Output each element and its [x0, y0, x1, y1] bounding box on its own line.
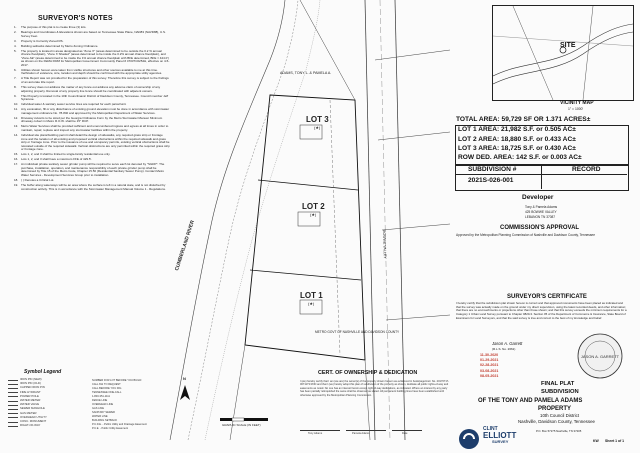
lot-divider-1 — [258, 180, 358, 190]
company-address: P.O. Box 57275 Nashville, TN 37205 — [536, 429, 582, 433]
legend-label: IRON PIN (NEW) — [20, 377, 42, 381]
note-text: Building setbacks determined by Metro Zoning Ordinance. — [21, 43, 99, 48]
note-item — [14, 77, 170, 84]
title-location: Nashville, Davidson County, Tennessee — [518, 419, 595, 424]
legend-symbol-icon — [8, 399, 18, 402]
commission-approval-text: Approved by the Metropolitan Planning Commission of Nashville and Davidson County, Tennessee — [456, 233, 595, 237]
legend-label: CONC. MONUMENT — [20, 419, 47, 424]
note-text: Bearings and Coordinates & Elevations shown are based on Tennessee State Plane, NAD83 (NAVD88), U.S. Survey Feet. — [21, 29, 166, 38]
metro-parcel-label: METRO GOVT OF NASHVILLE AND DAVIDSON COUNTY — [315, 330, 400, 334]
legend-label: OVERHEAD UTILITY — [20, 414, 47, 419]
north-arrow-label: N — [183, 376, 186, 381]
vicinity-map-title: VICINITY MAP — [560, 100, 594, 106]
lot2-label: LOT 2 — [302, 202, 325, 211]
legend-line-item: GAS LINE — [92, 407, 104, 410]
title-subdivision: SUBDIVISION — [541, 389, 579, 395]
north-arrow-icon — [180, 385, 190, 400]
note-text: An individual private sanitary sewer grinder pump will be required to serve each lot denoted by "SGDP". The purchase, installation, operation, and maintenance responsibility of each private grinder pump shall be determined by Title 15 of the Metro Code, Chapter 15.56 (Residential Sanitary Sewer Pump). Contact Metro Water Services - Development Services Group prior to installation. — [21, 162, 165, 178]
row-dedication-area: ROW DED. AREA: 142 S.F. or 0.003 AC± — [458, 154, 582, 161]
note-text: A Title Report was not provided for the preparation of this survey. Therefore this survey is subject to the findings of an accurate title report. — [21, 76, 169, 85]
note-text: Any excavation, fill or any disturbance of existing ground elevation must be done in accordance with stormwater management ordinance No. 78-840 and approved by the Metropolitan Department of Water Services. — [21, 107, 170, 115]
vicinity-map-scale: 1" = 1000' — [568, 107, 584, 111]
surveyor-certificate-title: SURVEYOR'S CERTIFICATE — [507, 294, 587, 300]
note-text: Individual water & sanitary sewer service lines are required for each parcel/unit. — [21, 102, 127, 107]
signature-owner1-label: Tony Adams — [308, 432, 323, 435]
legend-label: CAPPED IRON PIN — [20, 385, 45, 390]
note-number: 5. — [14, 48, 17, 53]
note-number: 3. — [14, 38, 17, 43]
note-number: 2. — [14, 29, 17, 34]
company-name-3: SURVEY — [492, 439, 509, 444]
legend-symbol-icon — [8, 394, 18, 397]
developer-title: Developer — [522, 194, 554, 201]
legend-line-item: P.U.E. - Public Utility Easement — [92, 427, 128, 430]
lot1-critical-marker: (★) — [308, 301, 315, 306]
note-number: 1. — [14, 25, 17, 29]
seal-text: JASON A. GARRETT — [580, 354, 620, 359]
legend-line-item: OVERHEAD LINE — [92, 403, 114, 406]
note-item — [14, 184, 170, 191]
developer-name: Tony & Pamela Adams — [525, 205, 558, 209]
vicinity-site-label: SITE — [560, 42, 576, 49]
lot1-area: LOT 1 AREA: 21,982 S.F. or 0.505 AC± — [458, 126, 576, 133]
parcel-line — [382, 224, 450, 230]
note-number: 11. — [14, 107, 18, 112]
note-item — [14, 134, 170, 152]
river-bank-east — [188, 0, 298, 440]
legend-label: IRON PIN (OLD) — [20, 381, 41, 386]
legend-symbol-icon — [8, 390, 18, 393]
company-name-2: ELLIOTT — [483, 431, 517, 440]
floodplain-line — [205, 0, 323, 440]
note-number: 10. — [14, 102, 19, 107]
legend-symbol-icon — [8, 403, 18, 406]
road-label: BOWWE VALLEY — [382, 229, 388, 259]
surveyor-certificate-text: I hereby certify that the subdivision plat shown hereon is correct and that approved monuments have been placed as indicated and that the survey was actually made on the ground under my direct supervision, using the latest recorded deeds, and other information; that there are no encroachments or projections other than those shown; and that this survey exceeds the minimum requirements for a Category 1 Urban Land Survey pursuant to Chapter 0820-3. Section 05 of the Department of Commerce & Insurance, State Board of Examiners for Land Surveyors, and that the said survey is true and correct to the best of my knowledge and belief. — [456, 301, 627, 320]
legend-symbol-icon — [8, 424, 18, 427]
river-bank-west — [170, 0, 285, 440]
note-item — [14, 31, 170, 38]
legend-label: SEWER MANHOLE — [20, 406, 45, 411]
note-item — [14, 108, 170, 115]
signature-owner2-label: Pamela Adams — [352, 432, 370, 435]
note-text: The property is located in areas designated as "Zone X" (areas determined to be outside the 0.2 % annual chance floodplain), "Zone X Shaded" (areas determined to be inside the 0.2% annual chance floodplain), and "Zone AE" (areas determined to be inside the 1% annual chance floodplain with BFE determined, BFE = 424.0') as shown on the FEMA FIRM for Metropolitan Government Community Panel # 47037C0254H, effective on 4-5-2017. — [21, 48, 170, 67]
title-property: PROPERTY — [538, 406, 572, 412]
vicinity-map-drawing — [493, 6, 633, 100]
note-text: ( ) Denotes a Critical Lot. — [21, 178, 55, 183]
legend-note: TENNESSEE ONE-CALL — [92, 391, 122, 394]
company-name-1: CLINT — [483, 426, 498, 432]
vicinity-map — [492, 5, 634, 101]
note-item — [14, 45, 170, 49]
river-label: CUMBERLAND RIVER — [174, 219, 196, 272]
subdivision-record-divider — [541, 165, 542, 189]
legend-line-item: WATER LINE — [92, 415, 108, 418]
note-number: 9. — [14, 93, 17, 98]
note-text: This Property is located in the 10th Councilmanic District of Davidson County, Tennessee. Council member Jeff Syracuse. — [21, 93, 169, 102]
company-logo-icon — [458, 428, 480, 450]
revision-date: 01-29-2021 — [480, 358, 499, 363]
legend-label: WATER METER — [20, 398, 41, 403]
note-item — [14, 125, 170, 132]
subdivision-record-hline — [455, 174, 627, 175]
parcel-line — [300, 0, 355, 100]
note-text: Lots 1, 2, and 3 shall have a maximum FFE of 429.5'. — [21, 157, 92, 162]
note-number: 6. — [14, 67, 17, 72]
legend-label: GAS METER — [20, 410, 37, 415]
legend-symbol-icon — [8, 420, 18, 423]
note-text: The purpose of this plat is to create three (3) lots. — [21, 25, 87, 29]
building-footprint — [298, 212, 320, 226]
note-text: Driveway culverts to be sized per the Georgia Ordinance Form by the Metro Stormwater Manual. Minimum driveway culvert in Metro R.O.W. shall be 15" RCP. — [21, 115, 163, 124]
lot1-label: LOT 1 — [300, 291, 323, 300]
lot-divider-2 — [250, 270, 361, 280]
legend-label: FIRE HYDRANT — [20, 389, 41, 394]
developer-city: LEBANON TN 37087 — [525, 215, 556, 219]
legend-line-item: FENCE LINE — [92, 399, 108, 402]
note-number: 14. — [14, 132, 19, 137]
lot-boundary — [245, 95, 365, 360]
revision-dates — [480, 353, 530, 379]
legend-symbol-icon — [8, 382, 18, 385]
graphic-scale-label: GRAPHIC SCALE (IN FEET) — [222, 423, 261, 427]
legend-line-item: P.U.D.E. - Public Utility and Drainage Easement — [92, 423, 147, 426]
revision-date: 03-08-2021 — [480, 368, 499, 373]
note-text: The buffer along waterways will be an area where the surface is left in a natural state, and is not disturbed by construction activity. This is in accordance with the Stormwater Management Manual Volume 1 - Regulations. — [21, 183, 166, 191]
note-item — [14, 86, 170, 93]
legend-label: POWER POLE — [20, 393, 39, 398]
revision-date: 02-28-2021 — [480, 363, 499, 368]
cert-ownership-title: CERT. OF OWNERSHIP & DEDICATION — [318, 370, 418, 376]
title-owner: OF THE TONY AND PAMELA ADAMS — [478, 398, 583, 404]
note-item — [14, 50, 170, 68]
surveyor-name: Jason A. Garrett — [492, 341, 523, 346]
note-item — [14, 163, 170, 177]
note-text: Lots 1, 2, and 3 shall be limited to single-family residential use only. — [21, 152, 111, 157]
lot3-area: LOT 3 AREA: 18,725 S.F. or 0.430 AC± — [458, 145, 576, 152]
lot3-critical-marker: (★) — [314, 125, 321, 130]
note-number: 7. — [14, 76, 17, 81]
surveyor-seal-icon — [576, 332, 624, 380]
note-number: 16. — [14, 157, 19, 162]
note-item — [14, 69, 170, 76]
note-number: 8. — [14, 85, 17, 90]
lot3-label: LOT 3 — [306, 115, 329, 124]
surveyors-notes-title: SURVEYOR'S NOTES — [38, 15, 113, 22]
surveyor-registration: (R.L.S. No. 2661) — [492, 347, 516, 351]
note-number: 4. — [14, 43, 17, 48]
symbol-legend — [8, 377, 88, 427]
legend-note: 1-800-351-1111 — [92, 395, 110, 398]
note-text: Individual site plans/building permit shall detail the design of sidewalks, any required grass strip or frontage zone and the location of all existing and proposed vertical obstructions within the required sidewalk and grass strip or frontage zone. Prior to the issuance of use and occupancy permits, existing vertical obstructions shall be relocated outside of the required sidewalk. Vertical obstructions are only permitted within the required grass strip or frontage zone. — [21, 132, 170, 152]
legend-line-item: SANITARY SEWER — [92, 411, 115, 414]
note-number: 18. — [14, 178, 19, 183]
surveyors-notes-list — [14, 26, 170, 193]
note-item — [14, 95, 170, 102]
legend-line-item: BUILDING SETBACK — [92, 419, 118, 422]
job-code: KW — [593, 439, 599, 443]
cert-ownership-text: I (we) hereby certify that I am (we are) the owner(s) of the property shown hereon as evidenced in book/page/instr. No. 20170717-0071173 ROD and that I (we) hereby adopt this plan of subdivision of the property as shown, dedicate all public rights-of-way and easements as noted. No one has an interest herein except right-of-way dedications, as indicated. Where an interest by any party has been partially relinquished the same shall be observed as stated. All permanent building lines have been established until otherwise approved by the Metropolitan Planning Commission. — [300, 380, 450, 397]
note-number: 15. — [14, 152, 19, 157]
legend-item — [8, 423, 88, 427]
note-item — [14, 40, 170, 44]
total-area: TOTAL AREA: 59,729 SF OR 1.371 ACRES± — [456, 116, 591, 123]
signature-date-label: Date — [402, 432, 408, 435]
subdivision-number: 2021S-026-001 — [468, 177, 514, 184]
legend-note: NUMBER FOR LOT BEFORE YOU BUILD: — [92, 379, 142, 382]
symbol-legend-title: Symbol Legend — [24, 369, 62, 375]
title-district: 10th Council District — [540, 413, 580, 418]
note-number: 19. — [14, 183, 19, 187]
legend-label: RIGHT-OF-WAY — [20, 423, 41, 428]
legend-symbol-icon — [8, 378, 18, 381]
lot2-critical-marker: (★) — [310, 212, 317, 217]
sheet-number: Sheet 1 of 1 — [605, 439, 625, 443]
parcel-line — [375, 50, 450, 60]
legend-note: CALL BEFORE YOU DIG — [92, 387, 122, 390]
revision-date: 08-05-2021 — [480, 373, 499, 378]
note-text: Utilities shown hereon were taken from visible structures and other sources available to me at this time. Verification of existence, size, location and depth should be confirmed with the appropriate utility agencies. — [21, 67, 163, 76]
legend-label: WATER VALVE — [20, 402, 40, 407]
revision-date: 11-30-2020 — [480, 353, 499, 357]
setback-line — [330, 100, 340, 355]
legend-symbol-icon — [8, 386, 18, 389]
legend-symbol-icon — [8, 415, 18, 418]
legend-note: CALL 811 TO REQUEST — [92, 383, 121, 386]
signature-line-date — [392, 430, 422, 431]
title-final-plat: FINAL PLAT — [541, 381, 575, 387]
developer-address: 425 BOWWE VALLEY — [525, 210, 557, 214]
graphic-scale — [220, 418, 268, 421]
record-header: RECORD — [572, 166, 601, 173]
parcel-line — [386, 315, 450, 320]
note-text: Metro Water Services shall be provided sufficient and unencumbered ingress and egress at all times in order to maintain, repair, replace and inspect any stormwater facilities within the property. — [21, 124, 169, 132]
note-text: Property is Currently Zoned RS. — [21, 38, 64, 43]
note-item — [14, 117, 170, 124]
note-text: This survey does not address the matter of any fence out address any adverse claim of ownership of any adjoining property. Removal of any property line fence should be coordinated with adjacent owners. — [21, 85, 161, 93]
legend-symbol-icon — [8, 407, 18, 410]
owner-label: ADAMS, TONY L. & PAMELA A. — [280, 71, 332, 75]
parcel-line — [378, 132, 450, 140]
legend-symbol-icon — [8, 411, 18, 414]
subdivision-number-header: SUBDIVISION # — [468, 166, 517, 173]
note-number: 17. — [14, 162, 19, 167]
signature-line-owner1 — [300, 430, 340, 431]
signature-line-owner2 — [346, 430, 386, 431]
lot2-area: LOT 2 AREA: 18,880 S.F. or 0.433 AC± — [458, 136, 576, 143]
commission-approval-title: COMMISSION'S APPROVAL — [500, 225, 580, 231]
note-number: 13. — [14, 124, 19, 129]
note-number: 12. — [14, 115, 19, 120]
